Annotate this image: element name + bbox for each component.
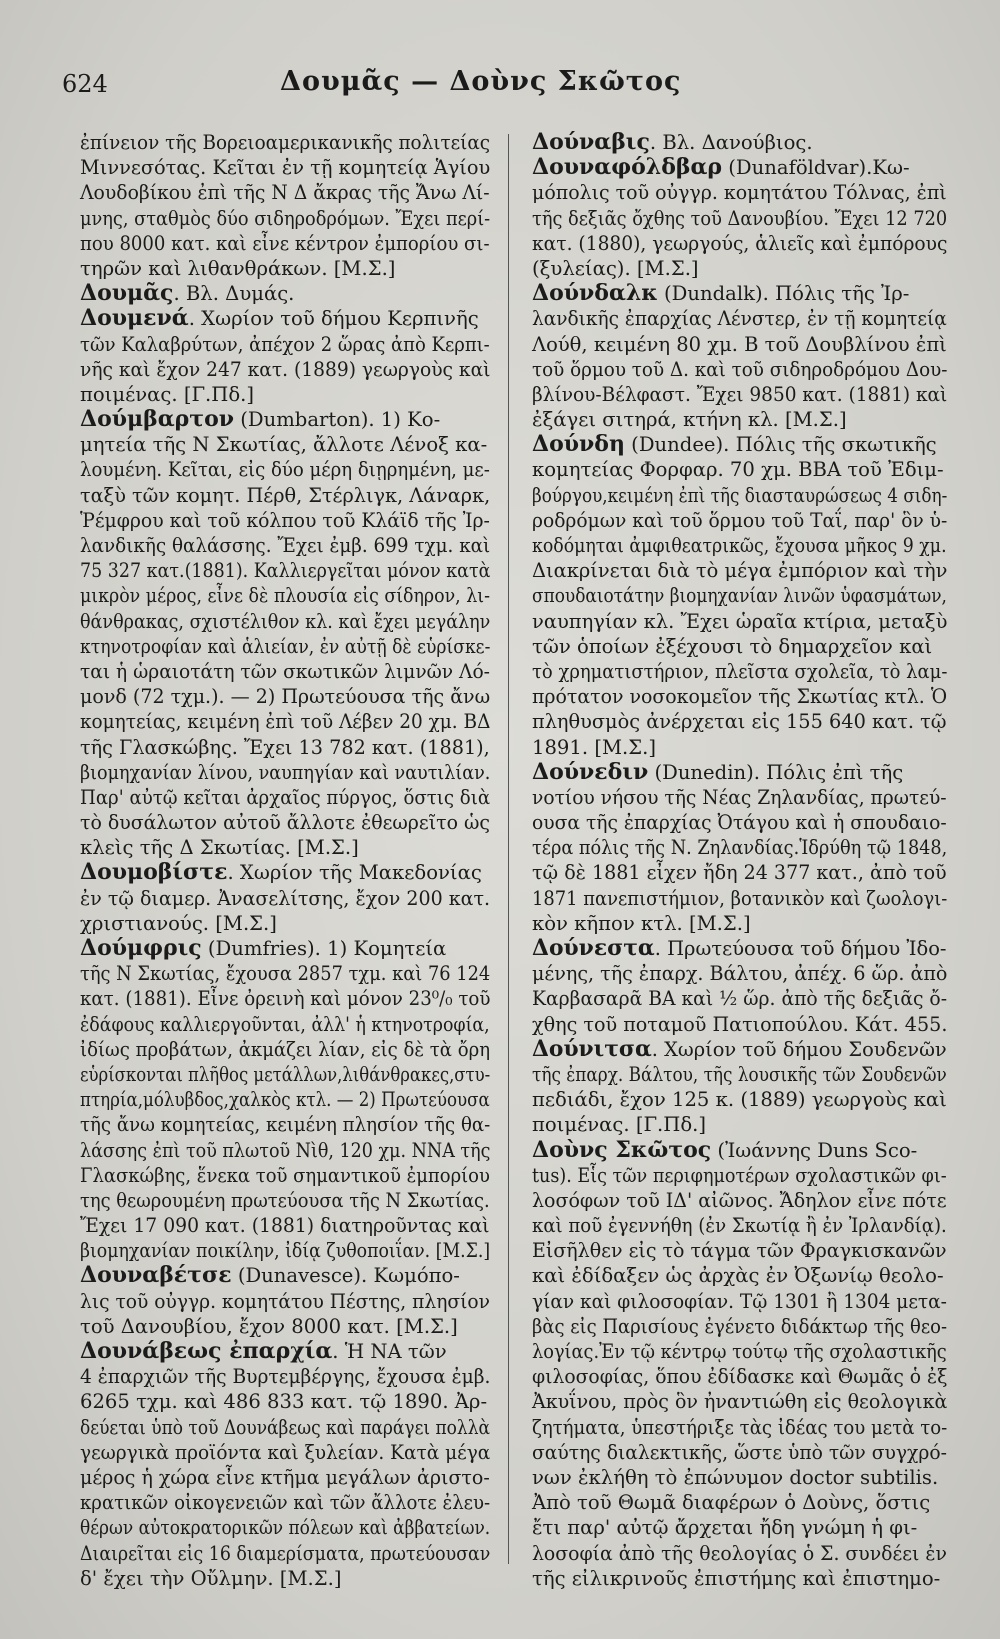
- text-line: [80, 155, 491, 180]
- text-line: [80, 483, 491, 508]
- entry-text: λοσοφία ἀπὸ τῆς θεολογίας ὁ Σ. συνδέει ἐν: [532, 1541, 947, 1565]
- text-line: [532, 457, 947, 482]
- entry-text: (Dumbarton). 1) Κο-: [234, 408, 441, 432]
- entry-line-start: [532, 935, 947, 961]
- entry-text: εὑρίσκονται πλῆθος μετάλλων,λιθάνθρακες,στυ-: [80, 1062, 491, 1086]
- text-line: [532, 634, 947, 659]
- text-line: [532, 256, 947, 281]
- text-line: [532, 483, 948, 508]
- entry-text: ροδρόμων καὶ τοῦ ὅρμου τοῦ Ταΐ, παρ' ὃν ὑ-: [532, 508, 948, 532]
- text-line: [80, 1465, 490, 1490]
- entry-text: τῶν ὁποίων ἐξέχουσι τὸ δημαρχεῖον καὶ: [532, 634, 933, 658]
- entry-text: 1891. [Μ.Σ.]: [532, 735, 656, 759]
- text-line: [80, 1515, 491, 1540]
- entry-text: μέρος ἡ χώρα εἶνε κτῆμα μεγάλων ἀριστο-: [80, 1465, 490, 1489]
- text-line: [80, 1037, 491, 1062]
- entry-text: ἰδίως προβάτων, ἀκμάζει λίαν, εἰς δὲ τὰ ὄρη: [80, 1037, 491, 1061]
- entry-text: (Dundalk). Πόλις τῆς Ἰρ-: [657, 282, 910, 306]
- text-line: [80, 256, 490, 281]
- entry-text: (Dumfries). 1) Κομητεία: [201, 937, 447, 960]
- right-column: [532, 130, 947, 1591]
- entry-text: ποιμένας. [Γ.Πδ.]: [80, 382, 255, 406]
- text-line: [80, 130, 491, 155]
- entry-text: πτηρία,μόλυβδος,χαλκὸς κτλ. — 2) Πρωτεύουσα: [80, 1088, 490, 1112]
- entry-text: νῆς καὶ ἔχον 247 κατ. (1889) γεωργοὺς καὶ: [80, 357, 491, 381]
- entry-text: βὰς εἰς Παρισίους ἐγένετο διδάκτωρ τῆς θεο-: [532, 1314, 948, 1338]
- entry-text: tus). Εἷς τῶν περιφημοτέρων σχολαστικῶν φι-: [532, 1163, 947, 1187]
- text-line: [80, 457, 490, 482]
- entry-text: Ἀπὸ τοῦ Θωμᾶ διαφέρων ὁ Δοὺνς, ὅστις: [532, 1491, 931, 1515]
- entry-text: βιομηχανίαν λίνου, ναυπηγίαν καὶ ναυτιλίαν.: [80, 760, 491, 784]
- entry-text: λις τοῦ οὐγγρ. κομητάτου Πέστης, πλησίον: [80, 1289, 490, 1313]
- text-line: [532, 659, 948, 684]
- left-column: [80, 130, 490, 1591]
- entry-text: τῆς ἄνω κομητείας, κειμένη πλησίον τῆς θα-: [80, 1113, 491, 1137]
- entry-text: τὸ χρηματιστήριον, πλεῖστα σχολεῖα, τὸ λαμ-: [532, 659, 948, 683]
- entry-text: τῶν Καλαβρύτων, ἀπέχον 2 ὥρας ἀπὸ Κερπι-: [80, 332, 490, 356]
- entry-line-start: [532, 281, 947, 306]
- text-line: [532, 533, 947, 558]
- entry-text: Διαιρεῖται εἰς 16 διαμερίσματα, πρωτεύουσαν: [80, 1541, 491, 1565]
- entry-text: κομητείας Φορφαρ. 70 χμ. ΒΒΑ τοῦ Ἐδιμ-: [532, 458, 944, 482]
- entry-headword: Δουναφόλδβαρ: [532, 154, 723, 181]
- text-line: [80, 1566, 490, 1591]
- entry-text: 1871 πανεπιστήμιον, βοτανικὸν καὶ ζωολογι-: [532, 886, 948, 910]
- entry-text: Γλασκώβης, ἕνεκα τοῦ σημαντικοῦ ἐμπορίου: [80, 1163, 490, 1187]
- entry-text: γεωργικὰ προϊόντα καὶ ξυλείαν. Κατὰ μέγα: [80, 1440, 491, 1464]
- text-line: [532, 1163, 947, 1188]
- text-line: [80, 1289, 490, 1314]
- text-line: [80, 432, 490, 457]
- entry-text: λογίας.Ἐν τῷ κέντρῳ τούτῳ τῆς σχολαστικῆς: [532, 1340, 947, 1363]
- entry-headword: Δούνδαλκ: [532, 280, 658, 307]
- text-line: [532, 407, 947, 432]
- entry-text: φιλοσοφίας, ὅπου ἐδίδασκε καὶ Θωμᾶς ὁ ἐξ: [532, 1365, 948, 1389]
- entry-text: λοσόφων τοῦ ΙΔ' αἰῶνος. Ἄδηλον εἶνε πότε: [532, 1188, 947, 1212]
- entry-line-start: [80, 306, 490, 331]
- entry-text: μονδ (72 τχμ.). — 2) Πρωτεύουσα τῆς ἄνω: [80, 685, 491, 709]
- entry-text: νων ἐκλήθη τὸ ἐπώνυμον doctor subtilis.: [532, 1465, 939, 1489]
- entry-text: ἐδάφους καλλιεργοῦνται, ἀλλ' ἡ κτηνοτροφία,: [80, 1012, 490, 1036]
- entry-text: Παρ' αὐτῷ κεῖται ἀρχαῖος πύργος, ὅστις διὰ: [80, 785, 491, 809]
- entry-text: Ῥέμφρου καὶ τοῦ κόλπου τοῦ Κλάϊδ τῆς Ἰρ-: [80, 508, 490, 532]
- text-line: [532, 835, 948, 860]
- entry-text: Μιννεσότας. Κεῖται ἐν τῇ κομητείᾳ Ἁγίου: [80, 156, 491, 180]
- entry-headword: Δούνδη: [532, 431, 625, 458]
- entry-line-start: [80, 281, 490, 306]
- entry-text: ταξὺ τῶν κομητ. Πέρθ, Στέρλιγκ, Λάναρκ,: [80, 483, 491, 507]
- text-line: [80, 206, 491, 231]
- text-line: [80, 1188, 490, 1213]
- entry-text: Καρβασαρᾶ ΒΑ καὶ ½ ὥρ. ἀπὸ τῆς δεξιᾶς ὄ-: [532, 987, 948, 1011]
- entry-headword: Δουναβέτσε: [80, 1262, 232, 1289]
- entry-text: της θεωρουμένη πρωτεύουσα τῆς Ν Σκωτίας.: [80, 1188, 490, 1212]
- entry-text: τοῦ ὅρμου τοῦ Δ. καὶ τοῦ σιδηροδρόμου Δου-: [532, 357, 948, 381]
- entry-text: κὸν κῆπον κτλ. [Μ.Σ.]: [532, 911, 751, 935]
- entry-headword: Δούμβαρτον: [80, 406, 235, 433]
- text-line: [532, 508, 948, 533]
- entry-text: λανδικῆς ἐπαρχίας Λένστερ, ἐν τῇ κομητείᾳ: [532, 307, 947, 331]
- text-line: [80, 508, 490, 533]
- entry-headword: Δούναβις: [532, 129, 650, 155]
- entry-line-start: [80, 1339, 490, 1364]
- entry-text: κλεὶς τῆς Δ Σκωτίας. [Μ.Σ.]: [80, 836, 359, 860]
- entry-text: μόπολις τοῦ οὐγγρ. κομητάτου Τόλνας, ἐπὶ: [532, 181, 947, 205]
- entry-text: τηρῶν καὶ λιθανθράκων. [Μ.Σ.]: [80, 256, 396, 280]
- entry-text: τῆς Γλασκώβης. Ἔχει 13 782 κατ. (1881),: [80, 735, 490, 759]
- entry-text: μένης, τῆς ἐπαρχ. Βάλτου, ἀπέχ. 6 ὥρ. ἀπὸ: [532, 962, 948, 986]
- text-line: [532, 1440, 947, 1465]
- entry-text: νοτίου νήσου τῆς Νέας Ζηλανδίας, πρωτεύ-: [532, 785, 947, 809]
- text-line: [532, 1314, 948, 1339]
- text-line: [80, 533, 491, 558]
- entry-text: τῆς εἰλικρινοῦς ἐπιστήμης καὶ ἐπιστημο-: [532, 1566, 941, 1590]
- text-line: [80, 634, 491, 659]
- text-line: [532, 860, 947, 885]
- text-line: [532, 558, 948, 583]
- text-line: [80, 659, 490, 684]
- text-line: [532, 231, 948, 256]
- entry-text: καὶ ποῦ ἐγεννήθη (ἐν Σκωτίᾳ ἢ ἐν Ἰρλανδίᾳ).: [532, 1214, 947, 1238]
- text-line: [532, 1415, 948, 1440]
- text-line: [532, 709, 947, 734]
- entry-text: ται ἡ ὡραιοτάτη τῶν σκωτικῶν λιμνῶν Λό-: [80, 659, 490, 683]
- entry-text: κοδόμηται ἀμφιθεατρικῶς, ἔχουσα μῆκος 9 χμ.: [532, 534, 947, 557]
- text-line: [80, 986, 491, 1011]
- text-line: [532, 206, 948, 231]
- text-line: [80, 1087, 490, 1112]
- entry-line-start: [80, 936, 490, 961]
- text-line: [80, 1415, 490, 1440]
- entry-text: (Dunavesce). Κωμόπο-: [231, 1264, 460, 1288]
- entry-text: 6265 τχμ. καὶ 486 833 κατ. τῷ 1890. Ἀρ-: [80, 1390, 488, 1414]
- text-line: [80, 911, 490, 936]
- entry-text: κατ. (1880), γεωργούς, ἁλιεῖς καὶ ἐμπόρους: [532, 231, 948, 255]
- entry-text: (ξυλείας). [Μ.Σ.]: [532, 256, 699, 280]
- entry-text: ουσα τῆς ἐπαρχίας Ὀτάγου καὶ ἡ σπουδαιο-: [532, 811, 947, 835]
- text-line: [532, 810, 947, 835]
- entry-text: . Χωρίον τοῦ δήμου Κερπινῆς: [188, 307, 479, 331]
- text-line: [80, 1112, 491, 1137]
- text-line: [80, 1163, 490, 1188]
- text-line: [80, 1213, 490, 1238]
- entry-text: . Χωρίον τοῦ δήμου Σουδενῶν: [651, 1037, 947, 1061]
- entry-text: κρατικῶν οἰκογενειῶν καὶ τῶν ἄλλοτε ἐλευ-: [80, 1491, 491, 1515]
- text-line: [80, 886, 491, 911]
- text-line: [80, 1138, 491, 1163]
- entry-line-start: [532, 1035, 947, 1062]
- entry-text: βούργου,κειμένη ἐπὶ τῆς διασταυρώσεως 4 σιδη-: [532, 483, 948, 507]
- entry-headword: Δουνάβεως ἐπαρχία: [80, 1338, 333, 1364]
- text-line: [80, 684, 491, 709]
- text-line: [80, 180, 490, 205]
- text-line: [532, 1465, 947, 1490]
- entry-text: λάσσης ἐπὶ τοῦ πλωτοῦ Νὶθ, 120 χμ. ΝΝΑ τῆς: [80, 1138, 491, 1162]
- entry-text: χριστιανούς. [Μ.Σ.]: [80, 911, 277, 935]
- entry-headword: Δουμοβίστε: [80, 859, 228, 886]
- entry-text: τοῦ Δανουβίου, ἔχον 8000 κατ. [Μ.Σ.]: [80, 1314, 458, 1338]
- entry-text: κομητείας, κειμένη ἐπὶ τοῦ Λέβεν 20 χμ. ΒΔ: [80, 710, 491, 734]
- entry-headword: Δούνεστα: [532, 935, 655, 961]
- entry-text: 75 327 κατ.(1881). Καλλιεργεῖται μόνον κατὰ: [80, 559, 491, 583]
- entry-text: . Χωρίον τῆς Μακεδονίας: [227, 861, 482, 885]
- entry-text: (Dunedin). Πόλις ἐπὶ τῆς: [648, 760, 904, 784]
- entry-text: ἐν τῷ διαμερ. Ἀνασελίτσης, ἔχον 200 κατ.: [80, 886, 491, 910]
- entry-text: πληθυσμὸς ἀνέρχεται εἰς 155 640 κατ. τῷ: [532, 710, 947, 734]
- text-line: [80, 357, 491, 382]
- text-line: [80, 1012, 490, 1037]
- entry-line-start: [80, 407, 490, 432]
- text-line: [80, 1541, 491, 1566]
- entry-text: χθης τοῦ ποταμοῦ Πατιοπούλου. Κάτ. 455.: [532, 1012, 948, 1036]
- entry-text: πρότατον νοσοκομεῖον τῆς Σκωτίας κτλ. Ὁ: [532, 685, 948, 709]
- text-line: [532, 357, 948, 382]
- entry-text: μικρὸν μέρος, εἶνε δὲ πλουσία εἰς σίδηρον, λι-: [80, 584, 490, 608]
- text-line: [532, 1541, 947, 1566]
- entry-text: . Ἡ ΝΑ τῶν: [332, 1340, 447, 1363]
- text-line: [532, 986, 948, 1011]
- entry-text: ποιμένας. [Γ.Πδ.]: [532, 1113, 707, 1137]
- text-line: [80, 961, 491, 986]
- text-line: [532, 1062, 947, 1087]
- entry-text: λουμένη. Κεῖται, εἰς δύο μέρη διῃρημένη, με-: [80, 458, 490, 482]
- text-line: [532, 583, 947, 608]
- text-line: [532, 1389, 948, 1414]
- text-line: [532, 684, 948, 709]
- entry-text: ἔτι παρ' αὐτῷ ἄρχεται ἤδη γνώμη ἡ φι-: [532, 1516, 918, 1540]
- text-line: [532, 1289, 947, 1314]
- text-line: [80, 735, 490, 760]
- entry-text: Ἀκυΐνου, πρὸς ὃν ἠναντιώθη εἰς θεολογικὰ: [532, 1390, 948, 1414]
- entry-text: τῷ δὲ 1881 εἶχεν ἤδη 24 377 κατ., ἀπὸ τοῦ: [532, 861, 947, 885]
- entry-text: κατ. (1881). Εἶνε ὀρεινὴ καὶ μόνον 23⁰/₀ τοῦ: [80, 987, 491, 1011]
- text-line: [80, 1490, 491, 1515]
- text-line: [532, 785, 947, 810]
- entry-text: πεδιάδι, ἔχον 125 κ. (1889) γεωργοὺς καὶ: [532, 1088, 947, 1112]
- text-line: [80, 558, 491, 583]
- entry-line-start: [532, 130, 947, 155]
- text-line: [80, 382, 490, 407]
- text-line: [80, 835, 490, 860]
- entry-text: δ' ἔχει τὴν Οὔλμην. [Μ.Σ.]: [80, 1566, 342, 1590]
- text-line: [80, 709, 491, 734]
- text-line: [532, 332, 945, 357]
- entry-line-start: [532, 1138, 947, 1163]
- entry-text: Ἔχει 17 090 κατ. (1881) διατηροῦντας καὶ: [80, 1214, 490, 1238]
- running-head: Δουμᾶς — Δοὺνς Σκῶτος: [280, 66, 682, 97]
- text-line: [532, 382, 948, 407]
- entry-text: (Dunaföldvar).Κω-: [722, 156, 910, 180]
- text-line: [532, 1188, 947, 1213]
- entry-text: Εἰσῆλθεν εἰς τὸ τάγμα τῶν Φραγκισκανῶν: [532, 1239, 947, 1263]
- text-line: [532, 1112, 947, 1137]
- entry-text: τέρα πόλις τῆς Ν. Ζηλανδίας.Ἱδρύθη τῷ 1848,: [532, 836, 948, 860]
- entry-line-start: [80, 860, 490, 885]
- text-line: [80, 760, 491, 785]
- text-line: [532, 1238, 947, 1263]
- text-line: [80, 1314, 490, 1339]
- entry-line-start: [532, 155, 947, 180]
- text-line: [532, 609, 948, 634]
- entry-text: καὶ ἐδίδαξεν ὡς ἀρχὰς ἐν Ὀξωνίῳ θεολο-: [532, 1264, 944, 1288]
- page-number: 624: [62, 70, 108, 98]
- entry-headword: Δούνεδιν: [532, 758, 649, 785]
- text-line: [532, 306, 947, 331]
- entry-text: Διακρίνεται διὰ τὸ μέγα ἐμπόριον καὶ τὴν: [532, 559, 948, 583]
- entry-headword: Δούνιτσα: [532, 1035, 652, 1062]
- entry-text: κτηνοτροφίαν καὶ ἁλιείαν, ἐν αὐτῇ δὲ εὑρίσκε-: [80, 634, 491, 658]
- entry-text: τῆς ἐπαρχ. Βάλτου, τῆς λουσικῆς τῶν Σουδενῶν: [532, 1062, 947, 1086]
- entry-text: . Πρωτεύουσα τοῦ δήμου Ἰδο-: [654, 937, 947, 960]
- column-divider: [508, 134, 509, 1564]
- entry-text: μητεία τῆς Ν Σκωτίας, ἄλλοτε Λένοξ κα-: [80, 433, 488, 457]
- text-line: [80, 1389, 490, 1414]
- entry-text: . Βλ. Δανούβιος.: [649, 131, 813, 154]
- text-line: [80, 1440, 491, 1465]
- entry-text: (Ἰωάννης Duns Sco-: [711, 1138, 918, 1162]
- entry-text: τῆς Ν Σκωτίας, ἔχουσα 2857 τχμ. καὶ 76 124: [80, 962, 491, 986]
- entry-text: (Dundee). Πόλις τῆς σκωτικῆς: [624, 433, 937, 457]
- entry-line-start: [532, 432, 947, 457]
- text-line: [532, 1364, 948, 1389]
- entry-text: δεύεται ὑπὸ τοῦ Δουνάβεως καὶ παράγει πολλὰ: [80, 1415, 490, 1439]
- text-line: [532, 886, 948, 911]
- text-line: [532, 1515, 947, 1540]
- entry-text: θάνθρακας, σχιστέλιθον κλ. καὶ ἔχει μεγάλην: [80, 609, 491, 633]
- entry-text: Λούθ, κειμένη 80 χμ. Β τοῦ Δουβλίνου ἐπὶ: [532, 332, 947, 356]
- text-line: [532, 735, 947, 760]
- entry-headword: Δουμενά: [80, 305, 189, 332]
- text-line: [532, 911, 947, 936]
- text-line: [532, 1213, 947, 1238]
- text-line: [80, 1238, 491, 1263]
- text-line: [532, 1490, 947, 1515]
- entry-text: γίαν καὶ φιλοσοφίαν. Τῷ 1301 ἢ 1304 μετα-: [532, 1289, 947, 1313]
- entry-text: βλίνου-Βέλφαστ. Ἔχει 9850 κατ. (1881) καὶ: [532, 382, 948, 406]
- text-line: [80, 332, 490, 357]
- entry-text: . Βλ. Δυμάς.: [173, 282, 295, 306]
- entry-text: ἐπίνειον τῆς Βορειοαμερικανικῆς πολιτείας: [80, 131, 491, 154]
- text-line: [80, 231, 490, 256]
- text-line: [80, 1364, 491, 1389]
- entry-text: τὸ δυσάλωτον αὐτοῦ ἄλλοτε ἐθεωρεῖτο ὡς: [80, 811, 490, 835]
- entry-text: τῆς δεξιᾶς ὄχθης τοῦ Δανουβίου. Ἔχει 12 720: [532, 206, 948, 230]
- text-line: [532, 1566, 947, 1591]
- text-line: [532, 1263, 947, 1288]
- text-line: [80, 1062, 491, 1087]
- entry-text: βιομηχανίαν ποικίλην, ἰδίᾳ ζυθοποιΐαν. [Μ.Σ.]: [80, 1239, 491, 1263]
- entry-line-start: [532, 760, 947, 785]
- entry-headword: Δοὺνς Σκῶτος: [532, 1136, 712, 1163]
- text-line: [532, 180, 947, 205]
- entry-text: ναυπηγίαν κλ. Ἔχει ὡραῖα κτίρια, μεταξὺ: [532, 609, 948, 633]
- entry-headword: Δουμᾶς: [80, 280, 174, 307]
- text-line: [532, 1012, 948, 1037]
- entry-text: Λουδοβίκου ἐπὶ τῆς Ν Δ ἄκρας τῆς Ἄνω Λί-: [80, 181, 490, 205]
- text-line: [532, 1339, 947, 1364]
- text-line: [80, 785, 491, 810]
- entry-text: που 8000 κατ. καὶ εἶνε κέντρον ἐμπορίου σι-: [80, 231, 490, 255]
- entry-text: ἐξάγει σιτηρά, κτήνη κλ. [Μ.Σ.]: [532, 408, 847, 432]
- text-line: [80, 609, 491, 634]
- entry-text: 4 ἐπαρχιῶν τῆς Βυρτεμβέργης, ἔχουσα ἐμβ.: [80, 1365, 491, 1389]
- entry-text: ζητήματα, ὑπεστήριξε τὰς ἰδέας του μετὰ το-: [532, 1415, 948, 1439]
- entry-text: μνης, σταθμὸς δύο σιδηροδρόμων. Ἔχει περί-: [80, 206, 491, 230]
- text-line: [80, 583, 490, 608]
- entry-line-start: [80, 1263, 490, 1288]
- entry-text: θέρων αὐτοκρατορικῶν πόλεων καὶ ἀββατείων.: [80, 1516, 491, 1540]
- entry-text: σπουδαιοτάτην βιομηχανίαν λινῶν ὑφασμάτων,: [532, 584, 947, 608]
- entry-headword: Δούμφρις: [80, 935, 202, 961]
- entry-text: σαύτης διαλεκτικῆς, ὥστε ὑπὸ τῶν συγχρό-: [532, 1440, 947, 1464]
- text-line: [532, 961, 948, 986]
- entry-text: λανδικῆς θαλάσσης. Ἔχει ἐμβ. 699 τχμ. καὶ: [80, 534, 491, 557]
- text-line: [80, 810, 490, 835]
- text-line: [532, 1087, 947, 1112]
